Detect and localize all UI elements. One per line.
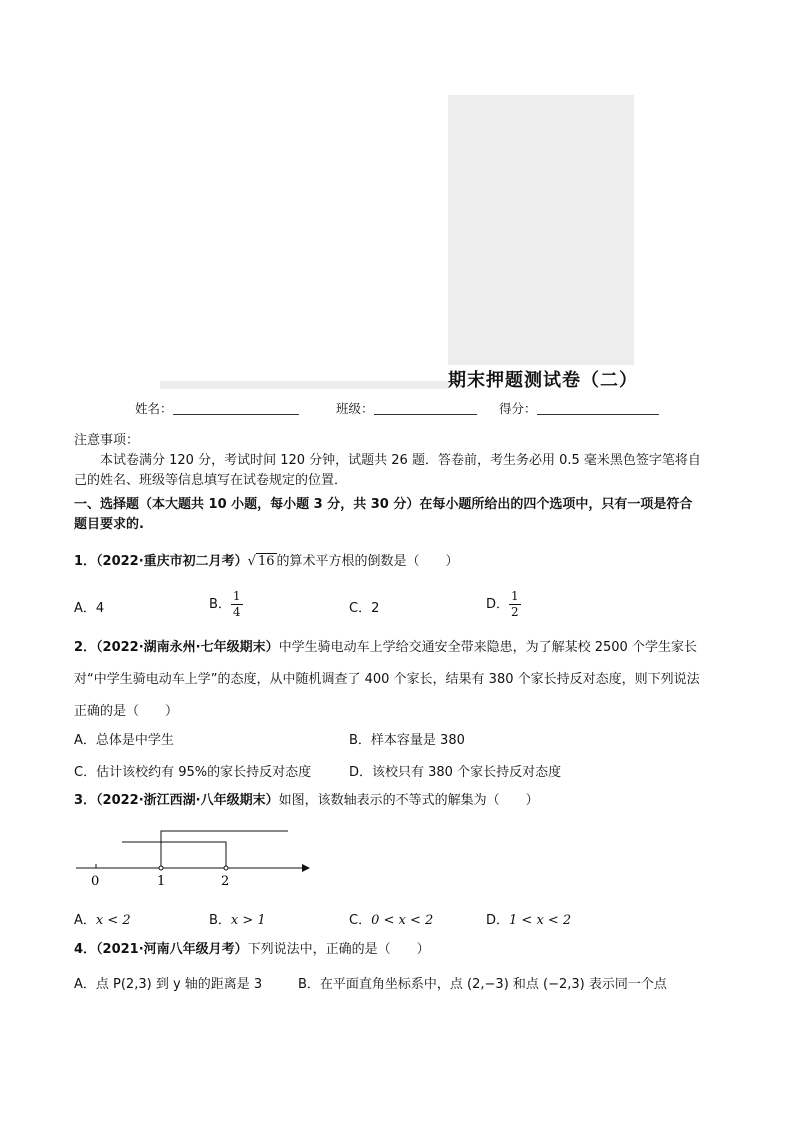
question-1 [74,552,724,572]
q2-option-a[interactable]: A．总体是中学生 [74,733,174,748]
q3-a-label: A． [74,913,96,928]
q1-d-denominator: 2 [511,605,519,619]
class-blank[interactable] [374,402,477,415]
name-blank[interactable] [173,402,299,415]
q3-source: （2022·浙江西湖·八年级期末） [96,793,279,808]
q3-option-d[interactable] [486,909,571,928]
open-point-2 [224,866,228,870]
q1-b-denominator: 4 [232,605,241,619]
q1-source: （2022·重庆市初二月考） [96,554,248,569]
q4-number: 4． [74,942,97,957]
q1-d-numerator: 1 [511,589,519,603]
q3-d-math: 1 < x < 2 [509,913,572,928]
score-blank[interactable] [537,402,659,415]
section-line-2: 题目要求的. [74,517,144,532]
q3-option-c[interactable] [349,909,433,928]
notice-line-2: 己的姓名、班级等信息填写在试卷规定的位置． [74,473,348,488]
q1-option-d-fraction [509,589,521,620]
q3-b-label: B． [209,913,231,928]
q2-number: 2． [74,640,97,655]
q1-radicand: 16 [257,554,275,569]
q2-option-d[interactable]: D．该校只有 380 个家长持反对态度 [349,765,562,780]
q2-option-b[interactable]: B．样本容量是 380 [349,733,465,748]
score-label: 得分： [499,401,537,416]
q3-c-label: C． [349,913,372,928]
q1-option-b-fraction [231,589,243,620]
open-point-1 [159,866,163,870]
question-2 [74,632,724,728]
tick-label-1: 1 [157,874,166,889]
q2-line-2: 对“中学生骑电动车上学”的态度，从中随机调查了 400 个家长，结果有 380 个家长持反对态度，则下列说法 [74,672,700,687]
name-label: 姓名： [135,401,173,416]
q3-a-math: x < 2 [95,913,131,928]
q2-option-c[interactable]: C．估计该校约有 95%的家长持反对态度 [74,765,312,780]
q1-stem: 的算术平方根的倒数是（ ） [276,554,459,569]
q3-option-b[interactable] [209,909,266,928]
q2-source: （2022·湖南永州·七年级期末） [96,640,279,655]
banner-image-area [160,95,448,389]
q3-stem: 如图，该数轴表示的不等式的解集为（ ） [278,793,539,808]
q4-stem: 下列说法中，正确的是（ ） [247,942,430,957]
name-field[interactable] [135,399,299,417]
q1-option-c[interactable]: C．2 [349,601,380,616]
score-field[interactable] [499,399,659,417]
cover-banner [160,95,634,389]
tick-label-0: 0 [91,874,100,889]
notice [74,431,724,491]
question-3 [74,791,724,811]
q1-number: 1． [74,554,97,569]
q3-number: 3． [74,793,97,808]
q3-d-label: D． [486,913,510,928]
q1-option-d[interactable] [486,589,521,620]
interval-less-than-2 [122,842,226,868]
section-line-1: 一、选择题（本大题共 10 小题，每小题 3 分，共 30 分）在每小题所给出的四个选项中，只有一项是符合 [74,497,693,512]
q1-b-numerator: 1 [232,589,241,603]
paper-title: 期末押题测试卷（二） [448,370,638,391]
q1-option-d-label: D． [486,597,510,612]
q2-line-3: 正确的是（ ） [74,704,179,719]
q4-option-b[interactable]: B．在平面直角坐标系中，点 (2,−3) 和点 (−2,3) 表示同一个点 [298,977,667,992]
q1-option-b[interactable] [209,589,243,620]
number-line-figure [70,822,320,892]
tick-label-2: 2 [221,874,230,889]
q1-option-b-label: B． [209,597,231,612]
q2-line-1: 中学生骑电动车上学给交通安全带来隐患，为了解某校 2500 个学生家长 [278,640,697,655]
q3-c-math: 0 < x < 2 [371,913,434,928]
notice-heading: 注意事项： [74,433,140,448]
class-label: 班级： [336,401,374,416]
q3-b-math: x > 1 [230,913,266,928]
interval-greater-than-1 [161,831,288,868]
notice-line-1: 本试卷满分 120 分，考试时间 120 分钟，试题共 26 题．答卷前，考生务必用 0.5 毫米黑色签字笔将自 [100,453,701,468]
question-4 [74,940,724,960]
banner-gray-panel [448,95,634,365]
q4-source: （2021·河南八年级月考） [96,942,248,957]
q4-option-a[interactable]: A．点 P(2,3) 到 y 轴的距离是 3 [74,977,263,992]
q1-sqrt: √ 16 [247,554,275,569]
number-line-arrow [302,864,310,872]
q1-option-a[interactable]: A．4 [74,601,105,616]
class-field[interactable] [336,399,477,417]
section-heading [74,495,724,535]
q3-option-a[interactable] [74,909,131,928]
